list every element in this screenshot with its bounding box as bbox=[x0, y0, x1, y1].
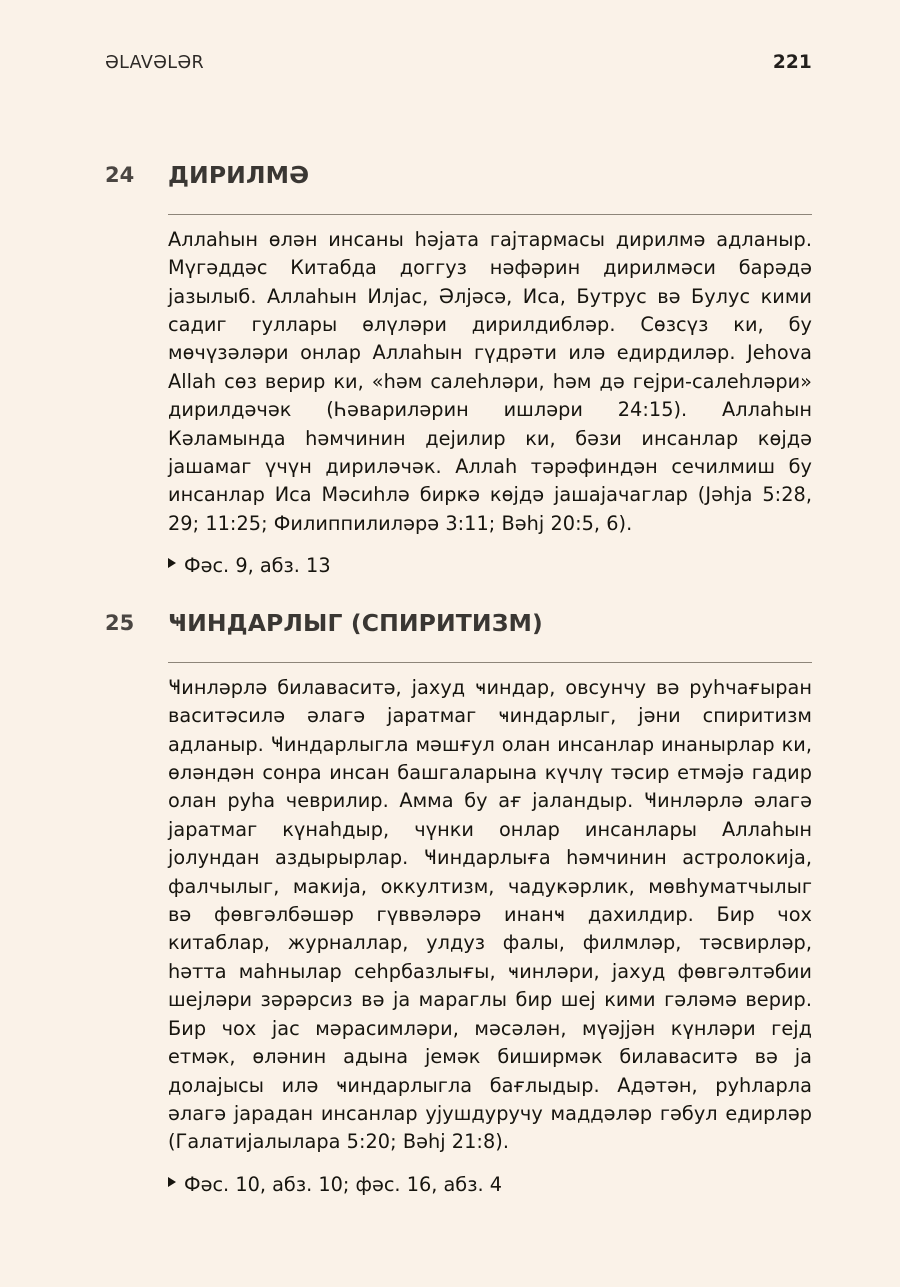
section-number: 24 bbox=[105, 162, 135, 187]
paragraph: Аллаһын өлән инсаны һәјата гајтармасы дирилмә адланыр. Мүгәддәс Китабда доггуз нәфәрин дирилмәси барәдә јазылыб. Аллаһын Илјас, Әлјәсә, Иса, Бутрус вә Булус кими садиг гуллары өлүләри дирилдибләр. Сөзсүз ки, бу мөчүзәләри онлар Аллаһын гүдрәти илә едирдиләр. Jehova Allah сөз верир ки, «һәм салеһләри, һәм дә гејри-салеһләри» дирилдәчәк (Һәвариләрин ишләри 24:15). Аллаһын Кәламында һәмчинин дејилир ки, бәзи инсанлар көјдә јашамаг үчүн дириләчәк. Аллаһ тәрәфиндән сечилмиш бу инсанлар Иса Мәсиһлә бирҝә көјдә јашајачаглар (Јәһја 5:28, 29; 11:25; Филиппилиләрә 3:11; Вәһј 20:5, 6). bbox=[168, 227, 812, 535]
section-body bbox=[168, 674, 812, 1157]
running-head-title: ƏLAVƏLƏR bbox=[105, 53, 205, 73]
section-number: 25 bbox=[105, 610, 135, 635]
section-heading bbox=[105, 162, 812, 215]
section-heading bbox=[105, 610, 812, 663]
section-body bbox=[168, 226, 812, 538]
triangle-right-icon bbox=[168, 1177, 176, 1187]
section-title: ДИРИЛМӘ bbox=[168, 160, 310, 189]
page-content bbox=[105, 142, 812, 1199]
section-24 bbox=[105, 162, 812, 581]
paragraph: Ҹинләрлә билаваситә, јахуд ҹиндар, овсунчу вә руһчағыран васитәсилә әлагә јаратмаг ҹиндарлыг, јәни спиритизм адланыр. Ҹиндарлыгла мәшғул олан инсанлар инанырлар ки, өләндән сонра инсан башгаларына күчлү тәсир етмәјә гадир олан руһа чеврилир. Амма бу ағ јаландыр. Ҹинләрлә әлагә јаратмаг күнаһдыр, чүнки онлар инсанлары Аллаһын јолундан аздырырлар. Ҹиндарлыға һәмчинин астролокија, фалчылыг, маҝија, оккултизм, чадуҝәрлик, мөвһуматчылыг вә фөвгәлбәшәр гүввәләрә инанҹ дахилдир. Бир чох китаблар, журналлар, улдуз фалы, филмләр, тәсвирләр, һәтта маһнылар сеһрбазлығы, ҹинләри, јахуд фөвгәлтәбии шејләри зәрәрсиз вә ја мараглы бир шеј кими гәләмә верир. Бир чох јас мәрасимләри, мәсәлән, мүәјјән күнләри гејд етмәк, өләнин адына јемәк биширмәк билаваситә вә ја долајысы илә ҹиндарлыгла бағлыдыр. Адәтән, руһларла әлагә јарадан инсанлар ујушдуручу маддәләр гәбул едирләр (Галатијалылара 5:20; Вәһј 21:8). bbox=[168, 675, 812, 1154]
reference-line bbox=[168, 1171, 812, 1199]
section-title-rule bbox=[168, 610, 812, 663]
section-title-rule bbox=[168, 162, 812, 215]
triangle-right-icon bbox=[168, 558, 176, 568]
section-25 bbox=[105, 610, 812, 1200]
running-head bbox=[105, 52, 812, 73]
page-number: 221 bbox=[772, 52, 812, 73]
section-title: ҸИНДАРЛЫГ (СПИРИТИЗМ) bbox=[168, 608, 543, 637]
reference-text: Фәс. 10, абз. 10; фәс. 16, абз. 4 bbox=[184, 1172, 502, 1196]
reference-line bbox=[168, 552, 812, 580]
reference-text: Фәс. 9, абз. 13 bbox=[184, 554, 331, 578]
